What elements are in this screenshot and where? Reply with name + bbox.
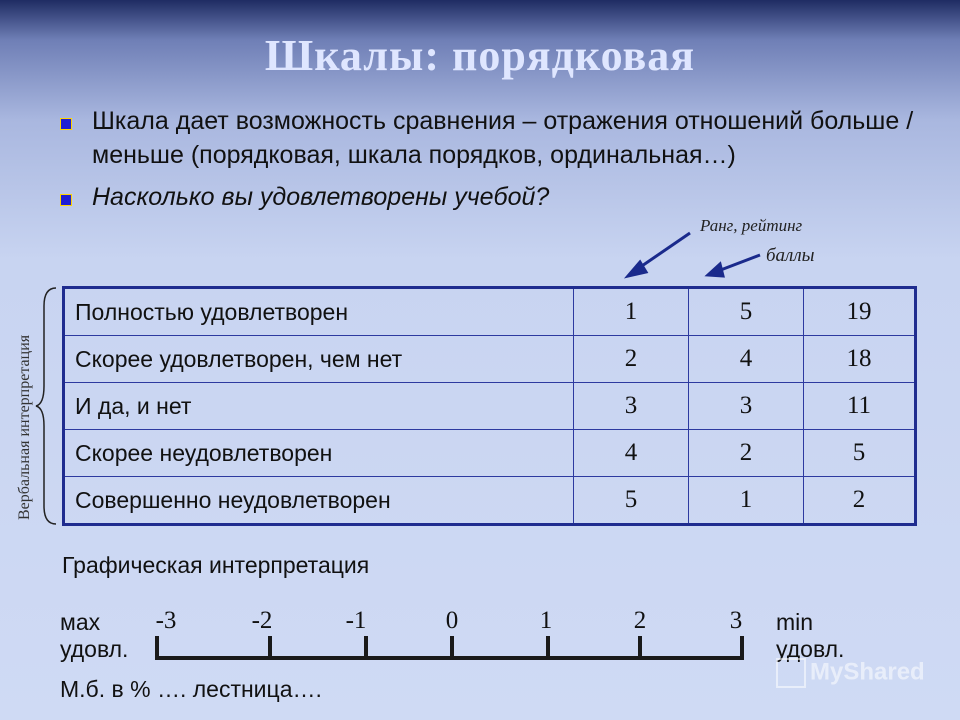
note-points: баллы	[766, 245, 815, 266]
row-label: Совершенно неудовлетворен	[64, 477, 574, 525]
count-cell: 18	[804, 336, 916, 383]
scale-tick-label: -2	[251, 607, 273, 634]
row-label: Скорее удовлетворен, чем нет	[64, 336, 574, 383]
rank-cell: 4	[574, 430, 689, 477]
scale-right-top: min	[776, 609, 814, 635]
watermark-logo-icon	[776, 658, 806, 688]
rank-cell: 3	[574, 383, 689, 430]
watermark-text: MyShared	[810, 658, 925, 686]
row-label: Скорее неудовлетворен	[64, 430, 574, 477]
points-cell: 2	[689, 430, 804, 477]
count-cell: 5	[804, 430, 916, 477]
count-cell: 2	[804, 477, 916, 525]
scale-tick-label: 2	[633, 607, 647, 634]
scale-tick-label: 3	[729, 607, 743, 634]
rank-cell: 1	[574, 288, 689, 336]
count-cell: 19	[804, 288, 916, 336]
scale-right-bottom: удовл.	[776, 636, 845, 662]
scale-left-bottom: удовл.	[60, 636, 129, 662]
scale-tick-label: -1	[345, 607, 367, 634]
points-cell: 4	[689, 336, 804, 383]
footer-text: М.б. в % …. лестница….	[60, 676, 322, 702]
scale-tick-label: 1	[539, 607, 553, 634]
rank-cell: 2	[574, 336, 689, 383]
row-label: И да, и нет	[64, 383, 574, 430]
graphic-label: Графическая интерпретация	[62, 552, 370, 578]
scale-tick-label: 0	[445, 607, 459, 634]
points-cell: 1	[689, 477, 804, 525]
vertical-label: Вербальная интерпретация	[16, 334, 33, 520]
points-cell: 5	[689, 288, 804, 336]
watermark	[776, 658, 925, 688]
bullet-text: Шкала дает возможность сравнения – отражения отношений больше /меньше (порядковая, шкала порядков, ординальная…)	[92, 107, 914, 169]
bullet-text: Насколько вы удовлетворены учебой?	[92, 183, 550, 211]
scale-tick-label: -3	[155, 607, 177, 634]
slide-title: Шкалы: порядковая	[264, 31, 696, 80]
row-label: Полностью удовлетворен	[64, 288, 574, 336]
note-rank: Ранг, рейтинг	[700, 216, 803, 235]
rank-cell: 5	[574, 477, 689, 525]
points-cell: 3	[689, 383, 804, 430]
count-cell: 11	[804, 383, 916, 430]
scale-left-top: мах	[60, 609, 101, 635]
